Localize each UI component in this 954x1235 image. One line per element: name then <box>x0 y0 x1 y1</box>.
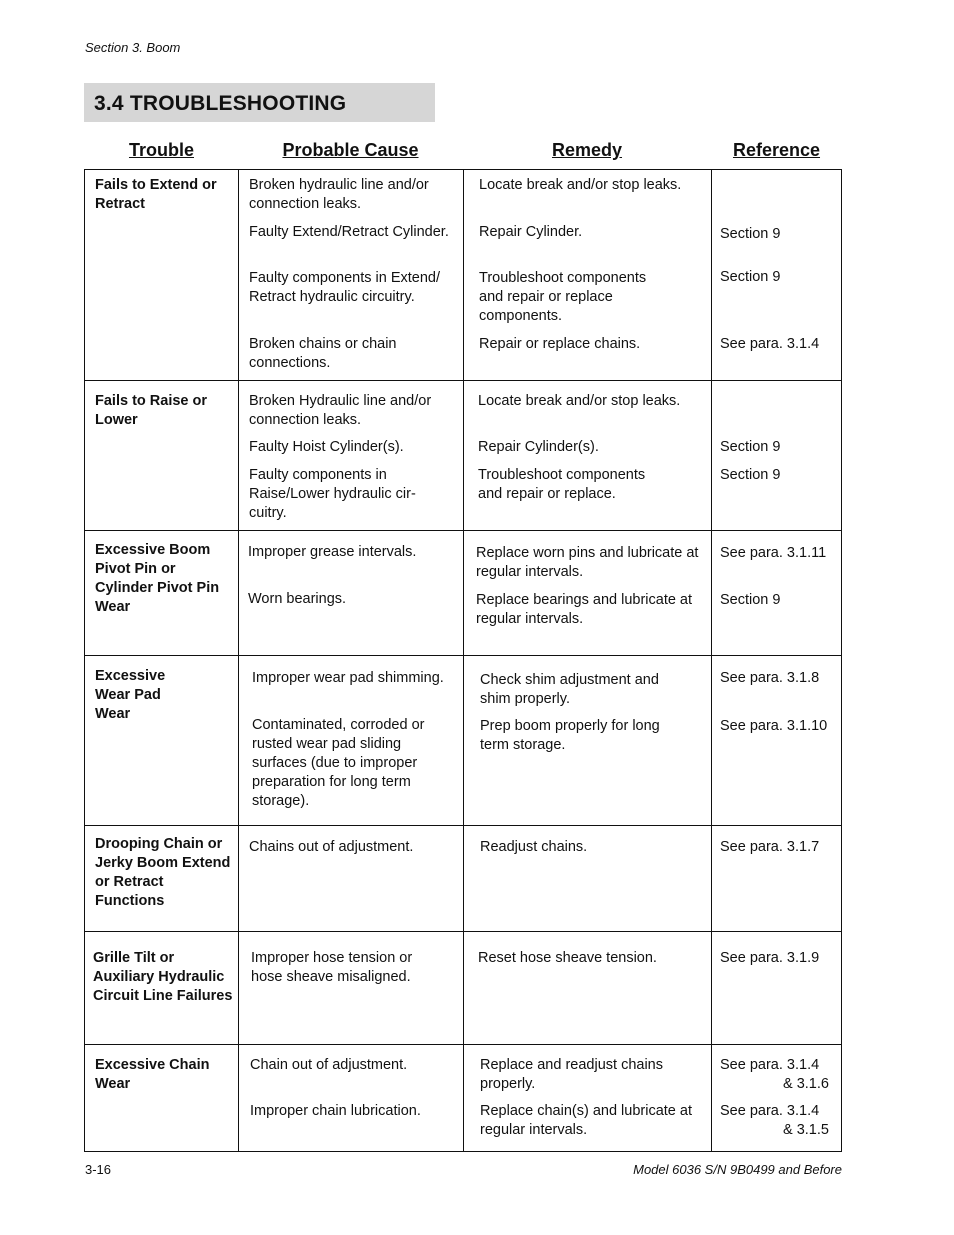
remedy-text: Replace and readjust chains properly. <box>480 1057 663 1092</box>
running-header: Section 3. Boom <box>85 40 181 55</box>
reference-text: Section 9 <box>720 467 781 483</box>
page-number: 3-16 <box>85 1162 112 1177</box>
table-row <box>84 531 842 656</box>
reference-text <box>720 1056 840 1094</box>
section-title: 3.4 TROUBLESHOOTING <box>94 92 347 115</box>
column-header-trouble: Trouble <box>128 140 194 160</box>
trouble-label: Drooping Chain or Jerky Boom Extend or Retract Functions <box>95 836 231 909</box>
reference-text: Section 9 <box>720 592 781 608</box>
cause-text: Improper chain lubrication. <box>250 1103 421 1119</box>
reference-line: & 3.1.5 <box>783 1122 829 1138</box>
remedy-text: Replace chain(s) and lubricate at regular intervals. <box>480 1103 692 1138</box>
remedy-text: Locate break and/or stop leaks. <box>478 393 681 409</box>
cause-text: Faulty components in Raise/Lower hydraulic cir-cuitry. <box>249 467 416 521</box>
cause-text: Improper grease intervals. <box>248 544 417 560</box>
table-row <box>84 656 842 826</box>
table-row <box>84 1045 842 1152</box>
cause-text: Faulty Hoist Cylinder(s). <box>249 439 404 455</box>
remedy-text: Check shim adjustment and shim properly. <box>480 672 659 707</box>
column-headers <box>85 140 842 164</box>
cause-text: Contaminated, corroded or rusted wear pad sliding surfaces (due to improper preparation for long term storage). <box>252 717 425 809</box>
remedy-text: Readjust chains. <box>480 839 588 855</box>
column-header-reference: Reference <box>732 140 821 160</box>
cause-text: Faulty components in Extend/ Retract hydraulic circuitry. <box>249 270 441 305</box>
model-footer: Model 6036 S/N 9B0499 and Before <box>633 1162 842 1177</box>
trouble-label: Excessive Wear Pad Wear <box>95 668 166 722</box>
column-header-cause: Probable Cause <box>282 140 419 160</box>
cause-text: Broken hydraulic line and/or connection leaks. <box>249 177 429 212</box>
section-title-bar <box>84 83 435 122</box>
cause-text: Improper wear pad shimming. <box>252 670 444 686</box>
cause-text: Chains out of adjustment. <box>249 839 414 855</box>
trouble-label: Fails to Extend or Retract <box>95 177 217 212</box>
trouble-label: Excessive Boom Pivot Pin or Cylinder Pivot Pin Wear <box>95 542 220 615</box>
reference-text: See para. 3.1.9 <box>720 950 820 966</box>
remedy-text: Prep boom properly for long term storage. <box>480 718 660 753</box>
remedy-text: Repair or replace chains. <box>479 336 641 352</box>
table-row <box>84 932 842 1045</box>
cause-text: Chain out of adjustment. <box>250 1057 408 1073</box>
cause-text: Faulty Extend/Retract Cylinder. <box>249 224 449 240</box>
cause-text: Broken chains or chain connections. <box>249 336 397 371</box>
reference-text: Section 9 <box>720 439 781 455</box>
column-header-remedy: Remedy <box>551 140 623 160</box>
reference-text: See para. 3.1.10 <box>720 718 828 734</box>
table-row <box>84 381 842 531</box>
reference-line: See para. 3.1.4 <box>720 1103 820 1119</box>
reference-text: See para. 3.1.8 <box>720 670 820 686</box>
reference-text <box>720 1102 840 1140</box>
trouble-label: Excessive Chain Wear <box>95 1057 210 1092</box>
cause-text: Broken Hydraulic line and/or connection leaks. <box>249 393 432 428</box>
remedy-text: Troubleshoot components and repair or replace components. <box>479 270 647 324</box>
reference-text: See para. 3.1.4 <box>720 336 820 352</box>
remedy-text: Locate break and/or stop leaks. <box>479 177 682 193</box>
reference-text: See para. 3.1.7 <box>720 839 820 855</box>
trouble-label: Fails to Raise or Lower <box>95 393 208 428</box>
trouble-label: Grille Tilt or Auxiliary Hydraulic Circuit Line Failures <box>93 950 233 1004</box>
remedy-text: Reset hose sheave tension. <box>478 950 657 966</box>
remedy-text: Replace bearings and lubricate at regular intervals. <box>476 592 693 627</box>
table-row <box>84 169 842 381</box>
troubleshooting-table <box>84 169 842 1152</box>
table-row <box>84 826 842 932</box>
cause-text: Improper hose tension or hose sheave misaligned. <box>251 950 413 985</box>
reference-line: & 3.1.6 <box>783 1076 829 1092</box>
remedy-text: Repair Cylinder(s). <box>478 439 599 455</box>
remedy-text: Troubleshoot components and repair or replace. <box>478 467 646 502</box>
remedy-text: Replace worn pins and lubricate at regular intervals. <box>476 545 699 580</box>
reference-line: See para. 3.1.4 <box>720 1057 820 1073</box>
reference-text: Section 9 <box>720 269 781 285</box>
reference-text: See para. 3.1.11 <box>720 545 827 561</box>
cause-text: Worn bearings. <box>248 591 347 607</box>
reference-text: Section 9 <box>720 226 781 242</box>
remedy-text: Repair Cylinder. <box>479 224 583 240</box>
